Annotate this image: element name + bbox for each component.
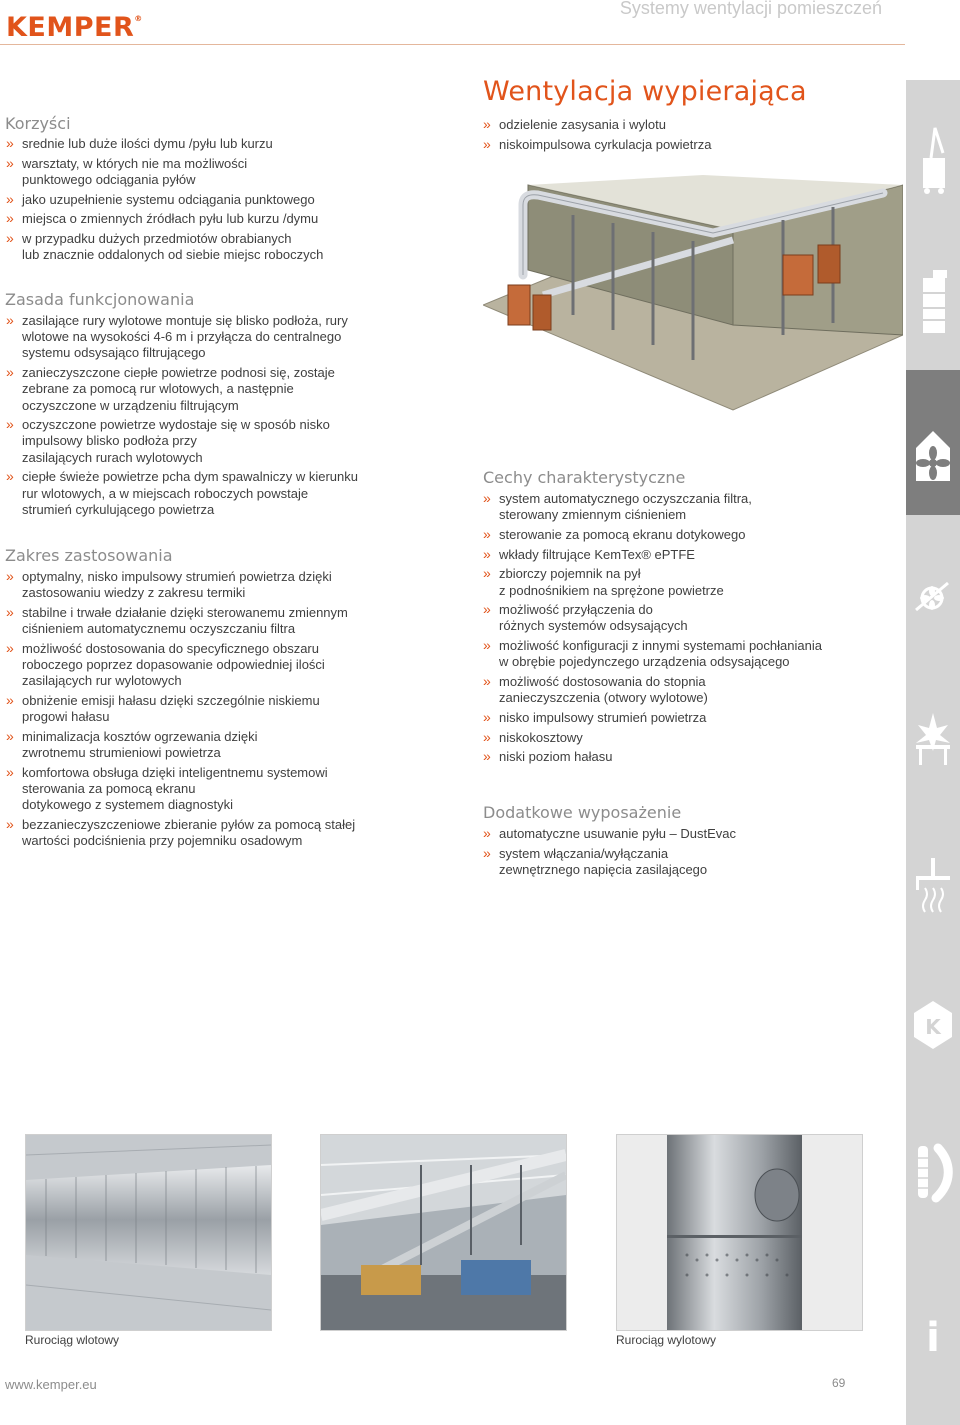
list-item: » system automatycznego oczyszczania filtra, sterowany zmiennym ciśnieniem (483, 491, 893, 523)
ventilation-system-illustration (483, 175, 903, 415)
kemper-k-icon (910, 973, 956, 1073)
page-number: 69 (832, 1376, 846, 1390)
korzysci-list (6, 136, 466, 267)
section-heading-cechy: Cechy charakterystyczne (483, 468, 686, 487)
list-item: » zanieczyszczone ciepłe powietrze podnosi się, zostaje zebrane za pomocą rur wlotowych, a następnie oczyszczone w urządzeniu filtrującym (6, 365, 466, 414)
list-item: » warsztaty, w których nie ma możliwości punktowego odciągania pyłów (6, 156, 466, 188)
list-item: » miejsca o zmiennych źródłach pyłu lub kurzu /dymu (6, 211, 466, 227)
caption-outlet-pipe: Rurociąg wylotowy (616, 1333, 717, 1347)
intro-list (483, 117, 883, 156)
section-heading-dodatkowe: Dodatkowe wyposażenie (483, 803, 682, 822)
welding-table-icon (910, 683, 956, 783)
list-item: » optymalny, nisko impulsowy strumień powietrza dzięki zastosowaniu wiedzy z zakresu termiki (6, 569, 466, 601)
list-item: » system włączania/wyłączania zewnętrznego napięcia zasilającego (483, 846, 893, 878)
kemper-logo[interactable] (6, 12, 143, 43)
logo-text: KEMPER (6, 12, 135, 43)
sidebar-tab-hood[interactable] (906, 805, 960, 950)
photo-outlet-pipe (616, 1134, 863, 1331)
list-item: » niskokosztowy (483, 730, 893, 746)
inlet-pipe-image (26, 1135, 271, 1330)
sidebar-tab-info[interactable] (906, 1240, 960, 1385)
list-item: » automatyczne usuwanie pyłu – DustEvac (483, 826, 893, 842)
list-item: » stabilne i trwałe działanie dzięki sterowanemu zmiennym ciśnieniem automatycznemu oczyszczaniu filtra (6, 605, 466, 637)
list-item: » możliwość dostosowania do specyficznego obszaru roboczego poprzez dopasowanie odpowiedniej ilości zasilających rur wylotowych (6, 641, 466, 690)
sidebar-tab-room-ventilation[interactable] (906, 370, 960, 515)
sidebar-tab-kemper-k[interactable] (906, 950, 960, 1095)
zasada-list (6, 313, 466, 521)
list-item: » ciepłe świeże powietrze pcha dym spawalniczy w kierunku rur wlotowych, a w miejscach roboczych powstaje strumień cyrkulującego powietrza (6, 469, 466, 518)
logo-registered-mark: ® (134, 14, 143, 23)
main-title: Wentylacja wypierająca (483, 76, 807, 107)
section-heading-korzysci: Korzyści (5, 114, 71, 133)
info-glyph: i (926, 1314, 940, 1361)
header-divider (0, 44, 905, 45)
list-item: » obniżenie emisji hałasu dzięki szczególnie niskiemu progowi hałasu (6, 693, 466, 725)
list-item: » nisko impulsowy strumień powietrza (483, 710, 893, 726)
section-heading-zakres: Zakres zastosowania (5, 546, 173, 565)
list-item: » oczyszczone powietrze wydostaje się w sposób nisko impulsowy blisko podłoża przy zasilających rurach wylotowych (6, 417, 466, 466)
list-item: » możliwość przyłączenia do różnych systemów odsysających (483, 602, 893, 634)
list-item: » jako uzupełnienie systemu odciągania punktowego (6, 192, 466, 208)
photo-inlet-pipe (25, 1134, 272, 1331)
list-item: » srednie lub duże ilości dymu /pyłu lub kurzu (6, 136, 466, 152)
list-item: » możliwość konfiguracji z innymi systemami pochłaniania w obrębie pojedynczego urządzenia odsysającego (483, 638, 893, 670)
outlet-pipe-image (617, 1135, 862, 1330)
kemper-k-glyph: K (925, 1014, 941, 1039)
caption-inlet-pipe: Rurociąg wlotowy (25, 1333, 120, 1347)
sidebar-tab-filter-tower[interactable] (906, 225, 960, 370)
list-item: » niski poziom hałasu (483, 749, 893, 765)
list-item: » bezzanieczyszczeniowe zbieranie pyłów za pomocą stałej wartości podciśnienia przy pojemniku osadowym (6, 817, 466, 849)
footer-url-link[interactable]: www.kemper.eu (5, 1377, 97, 1392)
sidebar-tab-hoses[interactable] (906, 1095, 960, 1240)
section-heading-zasada: Zasada funkcjonowania (5, 290, 195, 309)
hoses-icon (910, 1118, 956, 1218)
fan-arm-icon (910, 538, 956, 638)
filter-tower-icon (913, 248, 953, 348)
list-item: » komfortowa obsługa dzięki inteligentnemu systemowi sterowania za pomocą ekranu dotykowego z systemem diagnostyki (6, 765, 466, 814)
list-item: » niskoimpulsowa cyrkulacja powietrza (483, 137, 883, 153)
list-item: » minimalizacja kosztów ogrzewania dzięki zwrotnemu strumieniowi powietrza (6, 729, 466, 761)
list-item: » możliwość dostosowania do stopnia zanieczyszczenia (otwory wylotowe) (483, 674, 893, 706)
sidebar-tab-mobile-extractor[interactable] (906, 80, 960, 225)
list-item: » odzielenie zasysania i wylotu (483, 117, 883, 133)
mobile-extractor-icon (913, 103, 953, 203)
list-item: » zasilające rury wylotowe montuje się blisko podłoża, rury wlotowe na wysokości 4-6 m i przyłącza do centralnego systemu odsysająco filtrującego (6, 313, 466, 362)
sidebar-nav (906, 80, 960, 1425)
page-header-title: Systemy wentylacji pomieszczeń (619, 0, 882, 18)
list-item: » sterowanie za pomocą ekranu dotykowego (483, 527, 893, 543)
list-item: » w przypadku dużych przedmiotów obrabianych lub znacznie oddalonych od siebie miejsc roboczych (6, 231, 466, 263)
hood-icon (910, 828, 956, 928)
factory-hall-image (321, 1135, 566, 1330)
zakres-list (6, 569, 466, 853)
info-icon (910, 1263, 956, 1363)
list-item: » zbiorczy pojemnik na pył z podnośnikiem na sprężone powietrze (483, 566, 893, 598)
sidebar-tab-fan-arm[interactable] (906, 515, 960, 660)
dodatkowe-list (483, 826, 893, 882)
list-item: » wkłady filtrujące KemTex® ePTFE (483, 547, 893, 563)
photo-factory-hall (320, 1134, 567, 1331)
room-ventilation-icon (910, 393, 956, 493)
sidebar-tab-welding-table[interactable] (906, 660, 960, 805)
cechy-list (483, 491, 893, 769)
